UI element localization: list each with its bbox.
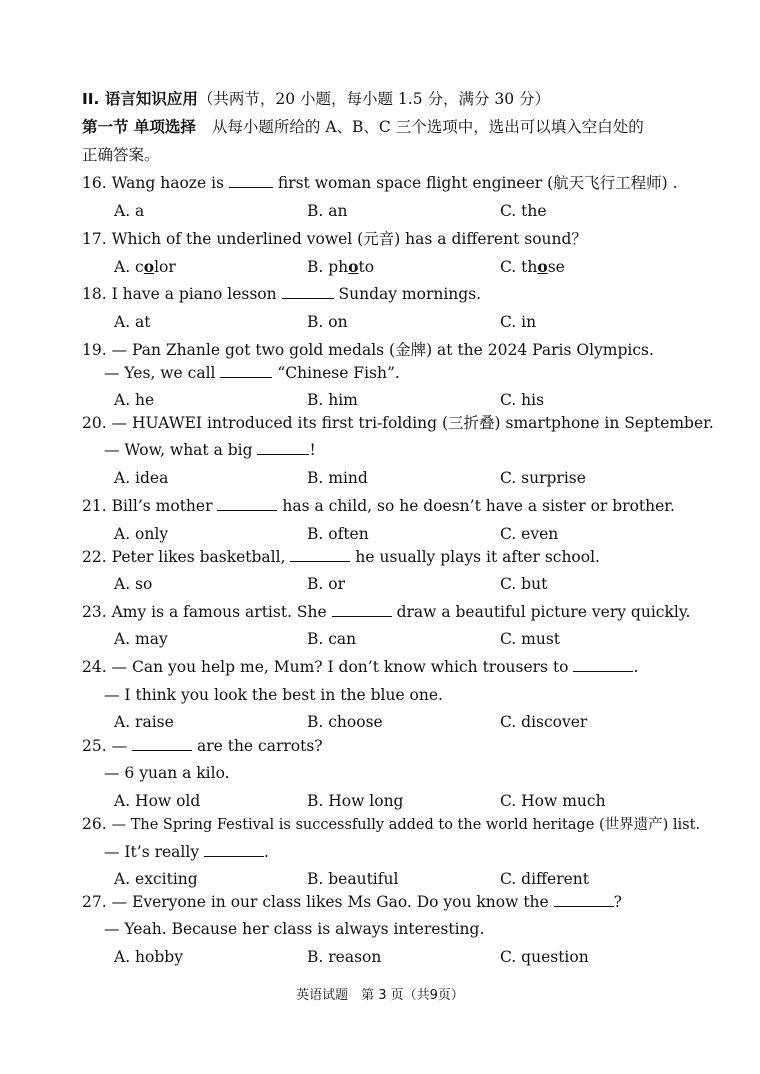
question-text: — Can you help me, Mum? I don’t know which trousers to (111, 658, 569, 676)
option-text: to (358, 258, 375, 276)
question-number: 24. (82, 658, 107, 676)
question-22 (82, 547, 600, 567)
question-text: — Yeah. Because her class is always interesting. (104, 920, 485, 938)
question-text: Which of the underlined vowel (元音) has a different sound？ (111, 230, 587, 248)
option-c: C. the (500, 202, 547, 220)
instruction-text: 从每小题所给的 A、B、C 三个选项中，选出可以填入空白处的 (211, 118, 644, 136)
option-text: B. ph (307, 258, 349, 276)
answer-blank (332, 602, 392, 617)
option-b: B. on (307, 313, 348, 331)
option-c: C. How much (500, 792, 606, 810)
option-a: A. How old (114, 792, 201, 810)
question-number: 20. (82, 414, 107, 432)
question-26-reply (104, 842, 269, 862)
question-16 (82, 173, 678, 193)
option-b: B. beautiful (307, 870, 399, 888)
option-a: A. a (114, 202, 145, 220)
question-number: 25. (82, 737, 107, 755)
option-a: A. he (114, 391, 155, 409)
answer-blank (257, 440, 309, 455)
question-23 (82, 602, 690, 622)
option-b: B. reason (307, 948, 382, 966)
part-note: （共两节，20 小题，每小题 1.5 分，满分 30 分） (197, 90, 551, 108)
question-text: has a child, so he doesn’t have a sister or brother. (282, 497, 675, 515)
option-a: A. raise (114, 713, 174, 731)
option-c: C. surprise (500, 469, 586, 487)
option-a: A. exciting (114, 870, 198, 888)
question-25 (82, 736, 323, 756)
question-text: Amy is a famous artist. She (111, 603, 327, 621)
option-b: B. choose (307, 713, 383, 731)
answer-blank (220, 363, 272, 378)
question-number: 21. (82, 497, 107, 515)
question-number: 17. (82, 230, 107, 248)
option-c: C. different (500, 870, 590, 888)
option-a: A. at (114, 313, 151, 331)
instruction-line (82, 117, 644, 137)
answer-blank (282, 284, 334, 299)
option-text: lor (154, 258, 176, 276)
option-b: B. mind (307, 469, 368, 487)
section-title (82, 89, 550, 109)
option-a: A. idea (114, 469, 169, 487)
option-text: se (547, 258, 565, 276)
answer-blank (573, 657, 633, 672)
question-19-reply (104, 363, 400, 383)
question-text: draw a beautiful picture very quickly. (396, 603, 691, 621)
question-text: I have a piano lesson (111, 285, 277, 303)
answer-blank (229, 173, 273, 188)
question-text: — The Spring Festival is successfully added to the world heritage (世界遗产) list. (111, 817, 701, 833)
question-text: — Everyone in our class likes Ms Gao. Do you know the (111, 893, 549, 911)
page-footer: 英语试题 第 3 页（共9页） (296, 988, 464, 1003)
question-20-reply (104, 440, 316, 460)
option-c: C. even (500, 525, 559, 543)
underlined-vowel: o (537, 257, 548, 276)
question-text: — Pan Zhanle got two gold medals (金牌) at the 2024 Paris Olympics. (111, 341, 654, 359)
option-c: C. his (500, 391, 545, 409)
question-text: — It’s really (104, 843, 200, 861)
question-number: 19. (82, 341, 107, 359)
question-text: are the carrots? (196, 737, 323, 755)
option-c (500, 257, 565, 277)
answer-blank (204, 842, 264, 857)
option-a: A. only (114, 525, 169, 543)
answer-blank (554, 892, 614, 907)
question-text: Sunday mornings. (338, 285, 482, 303)
option-text: C. th (500, 258, 538, 276)
option-c: C. question (500, 948, 589, 966)
underlined-vowel: o (348, 257, 359, 276)
option-b (307, 257, 374, 277)
question-number: 16. (82, 174, 107, 192)
option-a (114, 257, 176, 277)
question-21 (82, 496, 675, 516)
question-text: . (633, 658, 639, 676)
question-25-reply (104, 763, 230, 783)
question-27 (82, 892, 622, 912)
part-title: II. 语言知识应用 (82, 90, 198, 108)
option-c: C. must (500, 630, 561, 648)
question-20 (82, 413, 714, 433)
option-b: B. often (307, 525, 369, 543)
question-text: first woman space flight engineer (航天飞行工程师) . (277, 174, 678, 192)
question-18 (82, 284, 481, 304)
question-26 (82, 814, 700, 835)
question-text: — (111, 737, 128, 755)
question-17 (82, 229, 587, 249)
instruction-text-2: 正确答案。 (82, 146, 160, 164)
question-text: “Chinese Fish”. (277, 364, 400, 382)
option-a: A. hobby (114, 948, 183, 966)
answer-blank (132, 736, 192, 751)
question-19 (82, 340, 654, 360)
question-text: . (264, 843, 269, 861)
question-text: he usually plays it after school. (355, 548, 600, 566)
option-c: C. discover (500, 713, 588, 731)
question-text: — 6 yuan a kilo. (104, 764, 230, 782)
option-b: B. him (307, 391, 358, 409)
option-a: A. so (114, 575, 153, 593)
option-text: A. c (114, 258, 144, 276)
question-text: — I think you look the best in the blue one. (104, 686, 443, 704)
question-text: Bill’s mother (111, 497, 213, 515)
sub-title: 第一节 单项选择 (82, 118, 196, 136)
underlined-vowel: o (143, 257, 155, 276)
instruction-line-2 (82, 145, 160, 165)
question-24-reply (104, 685, 443, 705)
question-text: Wang haoze is (111, 174, 224, 192)
question-number: 27. (82, 893, 107, 911)
option-b: B. How long (307, 792, 404, 810)
question-number: 23. (82, 603, 107, 621)
option-b: B. an (307, 202, 348, 220)
question-number: 26. (82, 815, 107, 833)
question-text: ? (613, 893, 622, 911)
question-text: ! (309, 441, 316, 459)
question-24 (82, 657, 638, 677)
option-c: C. in (500, 313, 537, 331)
answer-blank (290, 547, 350, 562)
option-c: C. but (500, 575, 548, 593)
question-number: 22. (82, 548, 107, 566)
question-text: Peter likes basketball, (111, 548, 286, 566)
question-text: — HUAWEI introduced its first tri-folding (三折叠) smartphone in September. (111, 414, 714, 432)
option-b: B. can (307, 630, 357, 648)
answer-blank (217, 496, 277, 511)
option-b: B. or (307, 575, 345, 593)
question-text: — Yes, we call (104, 364, 216, 382)
question-text: — Wow, what a big (104, 441, 253, 459)
question-number: 18. (82, 285, 107, 303)
option-a: A. may (114, 630, 168, 648)
question-27-reply (104, 919, 484, 939)
